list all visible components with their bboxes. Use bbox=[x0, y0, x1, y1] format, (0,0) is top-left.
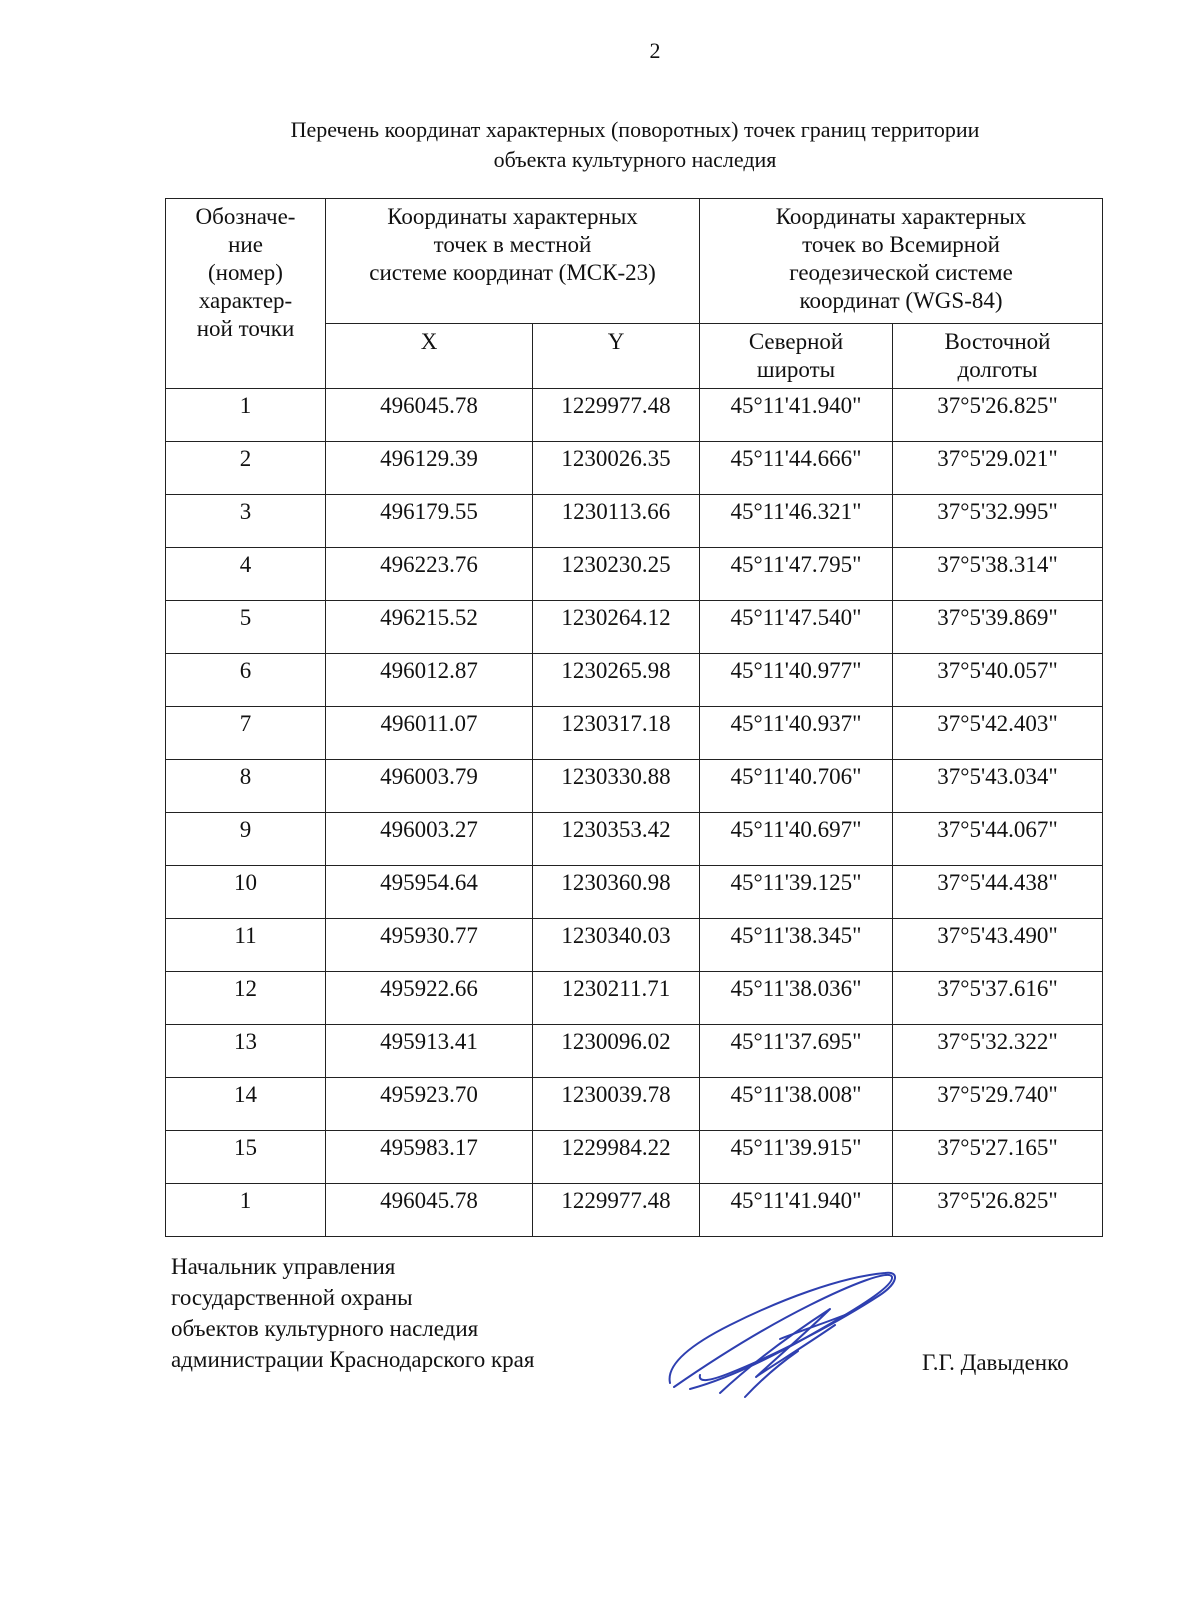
header-latitude: Северной широты bbox=[700, 324, 893, 389]
y-cell: 1230096.02 bbox=[533, 1025, 700, 1078]
point-number-cell: 12 bbox=[166, 972, 326, 1025]
x-cell: 495930.77 bbox=[326, 919, 533, 972]
position-line: администрации Краснодарского края bbox=[171, 1347, 535, 1372]
title-line-2: объекта культурного наследия bbox=[493, 147, 777, 172]
point-number-cell: 3 bbox=[166, 495, 326, 548]
header-y: Y bbox=[533, 324, 700, 389]
latitude-cell: 45°11'37.695" bbox=[700, 1025, 893, 1078]
position-line: государственной охраны bbox=[171, 1285, 413, 1310]
point-number-cell: 5 bbox=[166, 601, 326, 654]
y-cell: 1229984.22 bbox=[533, 1131, 700, 1184]
longitude-cell: 37°5'38.314" bbox=[893, 548, 1103, 601]
latitude-cell: 45°11'40.706" bbox=[700, 760, 893, 813]
point-number-cell: 10 bbox=[166, 866, 326, 919]
table-row bbox=[166, 442, 1103, 495]
y-cell: 1230039.78 bbox=[533, 1078, 700, 1131]
coordinates-table bbox=[165, 198, 1103, 1237]
point-number-cell: 1 bbox=[166, 389, 326, 442]
document-title bbox=[160, 115, 1110, 175]
table-row bbox=[166, 389, 1103, 442]
page-number: 2 bbox=[649, 38, 661, 63]
point-number-cell: 13 bbox=[166, 1025, 326, 1078]
latitude-cell: 45°11'38.345" bbox=[700, 919, 893, 972]
x-cell: 496179.55 bbox=[326, 495, 533, 548]
position-line: объектов культурного наследия bbox=[171, 1316, 479, 1341]
signer-name: Г.Г. Давыденко bbox=[922, 1350, 1069, 1375]
longitude-cell: 37°5'27.165" bbox=[893, 1131, 1103, 1184]
longitude-cell: 37°5'29.021" bbox=[893, 442, 1103, 495]
x-cell: 496003.27 bbox=[326, 813, 533, 866]
table-row bbox=[166, 760, 1103, 813]
x-cell: 496045.78 bbox=[326, 1184, 533, 1237]
latitude-cell: 45°11'46.321" bbox=[700, 495, 893, 548]
point-number-cell: 6 bbox=[166, 654, 326, 707]
longitude-cell: 37°5'43.490" bbox=[893, 919, 1103, 972]
y-cell: 1229977.48 bbox=[533, 389, 700, 442]
y-cell: 1230113.66 bbox=[533, 495, 700, 548]
x-cell: 496223.76 bbox=[326, 548, 533, 601]
longitude-cell: 37°5'37.616" bbox=[893, 972, 1103, 1025]
table-row bbox=[166, 601, 1103, 654]
latitude-cell: 45°11'38.008" bbox=[700, 1078, 893, 1131]
point-number-cell: 2 bbox=[166, 442, 326, 495]
longitude-cell: 37°5'42.403" bbox=[893, 707, 1103, 760]
x-cell: 496011.07 bbox=[326, 707, 533, 760]
x-cell: 495954.64 bbox=[326, 866, 533, 919]
table-row bbox=[166, 548, 1103, 601]
y-cell: 1230340.03 bbox=[533, 919, 700, 972]
x-cell: 496012.87 bbox=[326, 654, 533, 707]
latitude-cell: 45°11'47.795" bbox=[700, 548, 893, 601]
title-line-1: Перечень координат характерных (поворотных) точек границ территории bbox=[290, 117, 980, 142]
latitude-cell: 45°11'40.697" bbox=[700, 813, 893, 866]
x-cell: 496045.78 bbox=[326, 389, 533, 442]
table-row bbox=[166, 866, 1103, 919]
x-cell: 495923.70 bbox=[326, 1078, 533, 1131]
y-cell: 1230264.12 bbox=[533, 601, 700, 654]
latitude-cell: 45°11'39.915" bbox=[700, 1131, 893, 1184]
table-row bbox=[166, 1025, 1103, 1078]
point-number-cell: 11 bbox=[166, 919, 326, 972]
point-number-cell: 4 bbox=[166, 548, 326, 601]
header-x: X bbox=[326, 324, 533, 389]
point-number-cell: 15 bbox=[166, 1131, 326, 1184]
header-local-coordinates: Координаты характерных точек в местной системе координат (МСК-23) bbox=[326, 199, 700, 324]
latitude-cell: 45°11'40.937" bbox=[700, 707, 893, 760]
latitude-cell: 45°11'38.036" bbox=[700, 972, 893, 1025]
table-body bbox=[166, 389, 1103, 1237]
longitude-cell: 37°5'43.034" bbox=[893, 760, 1103, 813]
position-line: Начальник управления bbox=[171, 1254, 396, 1279]
y-cell: 1230353.42 bbox=[533, 813, 700, 866]
latitude-cell: 45°11'41.940" bbox=[700, 389, 893, 442]
point-number-cell: 14 bbox=[166, 1078, 326, 1131]
header-point-number: Обозначе- ние (номер) характер- ной точки bbox=[166, 199, 326, 389]
x-cell: 495983.17 bbox=[326, 1131, 533, 1184]
longitude-cell: 37°5'26.825" bbox=[893, 1184, 1103, 1237]
y-cell: 1230230.25 bbox=[533, 548, 700, 601]
latitude-cell: 45°11'44.666" bbox=[700, 442, 893, 495]
latitude-cell: 45°11'47.540" bbox=[700, 601, 893, 654]
point-number-cell: 1 bbox=[166, 1184, 326, 1237]
longitude-cell: 37°5'44.067" bbox=[893, 813, 1103, 866]
table-row bbox=[166, 813, 1103, 866]
header-longitude: Восточной долготы bbox=[893, 324, 1103, 389]
longitude-cell: 37°5'32.995" bbox=[893, 495, 1103, 548]
handwritten-signature bbox=[660, 1265, 905, 1405]
latitude-cell: 45°11'39.125" bbox=[700, 866, 893, 919]
point-number-cell: 8 bbox=[166, 760, 326, 813]
longitude-cell: 37°5'32.322" bbox=[893, 1025, 1103, 1078]
point-number-cell: 9 bbox=[166, 813, 326, 866]
table-row bbox=[166, 919, 1103, 972]
y-cell: 1230317.18 bbox=[533, 707, 700, 760]
y-cell: 1230026.35 bbox=[533, 442, 700, 495]
point-number-cell: 7 bbox=[166, 707, 326, 760]
table-row bbox=[166, 654, 1103, 707]
longitude-cell: 37°5'40.057" bbox=[893, 654, 1103, 707]
x-cell: 496215.52 bbox=[326, 601, 533, 654]
header-wgs-coordinates: Координаты характерных точек во Всемирной геодезической системе координат (WGS-84) bbox=[700, 199, 1103, 324]
table-row bbox=[166, 972, 1103, 1025]
y-cell: 1230265.98 bbox=[533, 654, 700, 707]
table-row bbox=[166, 1184, 1103, 1237]
longitude-cell: 37°5'44.438" bbox=[893, 866, 1103, 919]
longitude-cell: 37°5'26.825" bbox=[893, 389, 1103, 442]
y-cell: 1230360.98 bbox=[533, 866, 700, 919]
longitude-cell: 37°5'29.740" bbox=[893, 1078, 1103, 1131]
y-cell: 1230211.71 bbox=[533, 972, 700, 1025]
table-row bbox=[166, 495, 1103, 548]
longitude-cell: 37°5'39.869" bbox=[893, 601, 1103, 654]
table-row bbox=[166, 1078, 1103, 1131]
x-cell: 496129.39 bbox=[326, 442, 533, 495]
x-cell: 496003.79 bbox=[326, 760, 533, 813]
table-row bbox=[166, 707, 1103, 760]
signatory-position bbox=[171, 1251, 534, 1375]
y-cell: 1230330.88 bbox=[533, 760, 700, 813]
latitude-cell: 45°11'41.940" bbox=[700, 1184, 893, 1237]
y-cell: 1229977.48 bbox=[533, 1184, 700, 1237]
x-cell: 495922.66 bbox=[326, 972, 533, 1025]
table-row bbox=[166, 1131, 1103, 1184]
x-cell: 495913.41 bbox=[326, 1025, 533, 1078]
latitude-cell: 45°11'40.977" bbox=[700, 654, 893, 707]
